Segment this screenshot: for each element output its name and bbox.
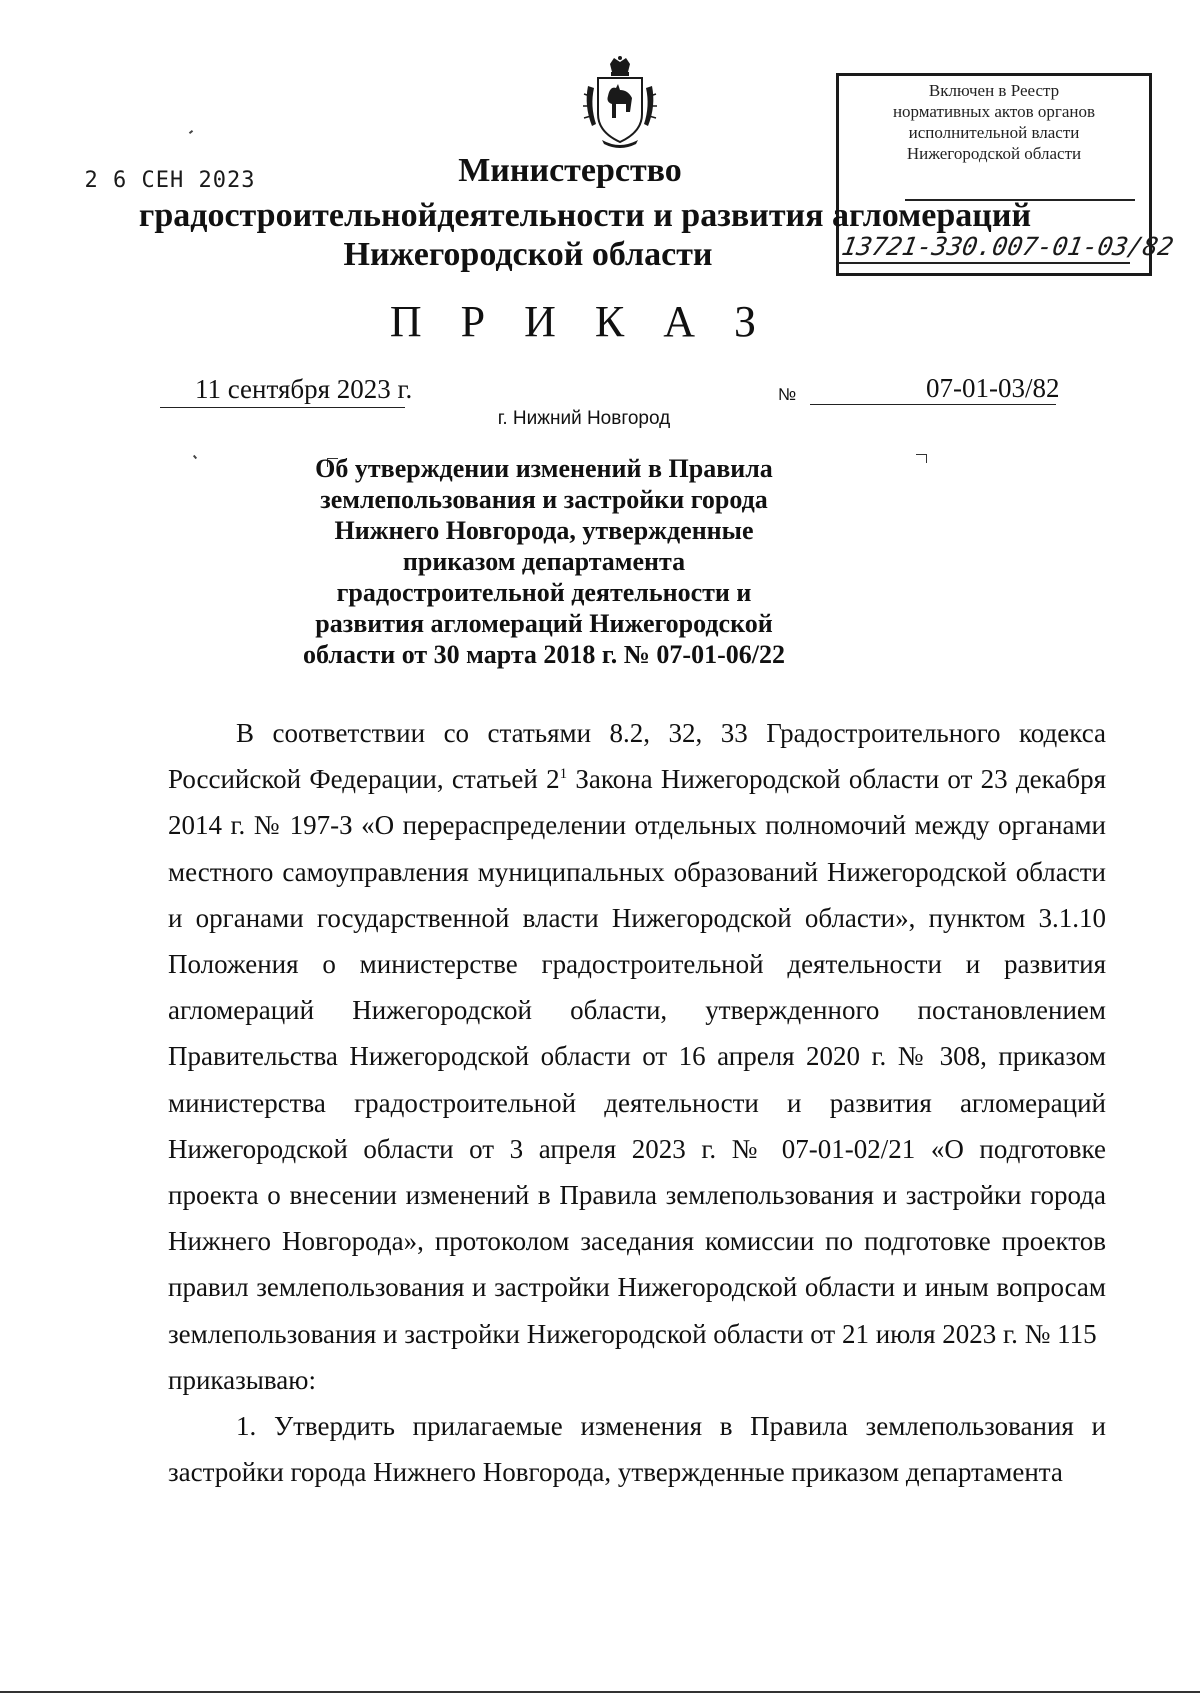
order-item-1: 1. Утвердить прилагаемые изменения в Правила землепользования и застройки города Нижнего Новгорода, утвержденные приказом департамента	[168, 1411, 1106, 1488]
stamp-registration-number: 13721-330.007-01-03/82	[839, 232, 1176, 261]
ministry-title-line1: Министерство	[458, 152, 682, 189]
order-word: приказываю:	[168, 1364, 316, 1395]
scan-speck	[189, 130, 193, 134]
right-corner-bracket	[916, 454, 927, 463]
stamp-line: Включен в Реестр	[928, 81, 1060, 100]
stamp-line: нормативных актов органов	[892, 102, 1096, 121]
document-type-heading: П Р И К А З	[389, 297, 771, 346]
document-body	[168, 710, 1106, 1495]
body-text: Закона Нижегородской области от 23 декабря 2014 г. № 197-З «О перераспределении отдельных полномочий между органами местного самоуправления муниципальных образований Нижегородской области и органами государственной власти Нижегородской области», пунктом 3.1.10 Положения о министерстве градостроительной деятельности и развития агломераций Нижегородской области, утвержденного постановлением Правительства Нижегородской области от 16 апреля 2020 г. № 308, приказом министерства градостроительной деятельности и развития агломераций Нижегородской области от 3 апреля 2023 г. № 07-01-02/21 «О подготовке проекта о внесении изменений в Правила землепользования и застройки города Нижнего Новгорода», протоколом заседания комиссии по подготовке проектов правил землепользования и застройки Нижегородской области и иным вопросам землепользования и застройки Нижегородской области от 21 июля 2023 г. № 115	[168, 764, 1106, 1349]
order-subject: Об утверждении изменений в Правила землепользования и застройки города Нижнего Новгорода, утвержденные приказом департамента градостроительной деятельности и развития агломераций Нижегородской области от 30 марта 2018 г. № 07-01-06/22	[303, 454, 785, 669]
scan-edge-line	[0, 1691, 1200, 1693]
body-text: В соответствии со статьями 8.2, 32, 33 Градостроительного кодекса Российской Федерации, статьей 2	[168, 718, 1106, 795]
city-name: г. Нижний Новгород	[497, 408, 671, 429]
ministry-title-line3: Нижегородской области	[343, 236, 713, 273]
stamp-line: Нижегородской области	[906, 144, 1082, 163]
stamp-date: 2 6 СЕН 2023	[84, 168, 256, 193]
body-paragraph	[168, 710, 1106, 1357]
ministry-title-line2: градостроительнойдеятельности и развития агломераций	[138, 197, 1032, 234]
superscript: 1	[559, 766, 568, 783]
scan-speck	[193, 455, 197, 459]
order-date: 11 сентября 2023 г.	[195, 374, 413, 404]
order-number: 07-01-03/82	[926, 373, 1060, 403]
coat-of-arms-emblem	[580, 56, 660, 148]
number-sign: №	[778, 385, 797, 404]
number-underline	[810, 404, 1056, 405]
stamp-line: исполнительной власти	[908, 123, 1080, 142]
